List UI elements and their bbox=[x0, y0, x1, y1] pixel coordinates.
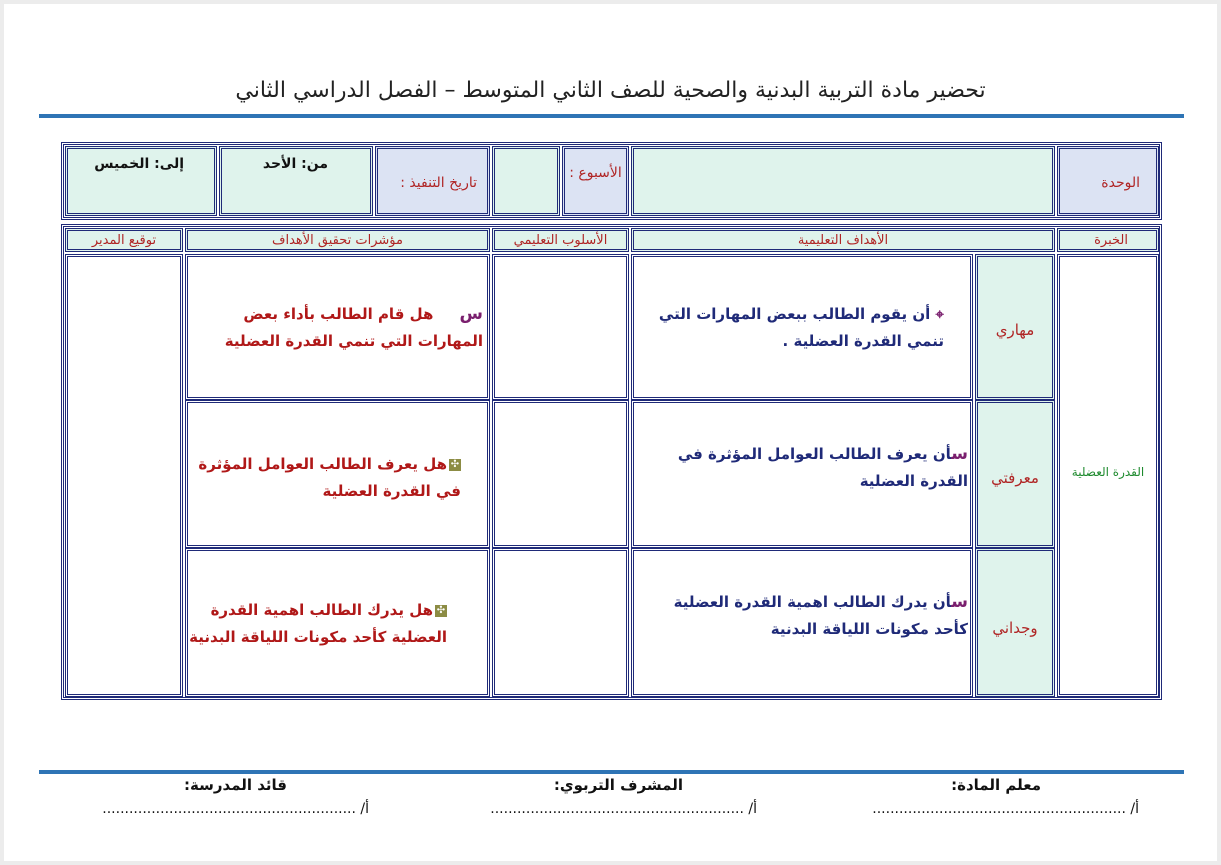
objective-cell bbox=[631, 400, 973, 548]
week-value-cell[interactable] bbox=[492, 146, 560, 216]
indicator-text-body: هل قام الطالب بأداء بعض المهارات التي تنمي القدرة العضلية bbox=[224, 305, 483, 350]
unit-value-cell[interactable] bbox=[631, 146, 1055, 216]
col-header-objectives bbox=[631, 228, 1055, 252]
square-bullet-icon: ✣ bbox=[436, 604, 446, 616]
objective-text-body: أن يدرك الطالب اهمية القدرة العضلية كأحد مكونات اللياقة البدنية bbox=[673, 593, 968, 638]
question-marker-icon: س bbox=[459, 304, 483, 324]
experience-cell bbox=[1057, 254, 1159, 697]
page-title: تحضير مادة التربية البدنية والصحية للصف الثاني المتوسط – الفصل الدراسي الثاني bbox=[235, 78, 986, 103]
indicator-text bbox=[203, 301, 483, 355]
question-marker-icon: س bbox=[951, 592, 968, 612]
indicator-cell bbox=[185, 400, 490, 548]
col-header-indicators-text: مؤشرات تحقيق الأهداف bbox=[271, 233, 403, 248]
col-header-principal-signature-text: توقيع المدير bbox=[91, 233, 157, 248]
objective-text-body: أن يقوم الطالب ببعض المهارات التي تنمي القدرة العضلية . bbox=[658, 305, 944, 350]
col-header-method-text: الأسلوب التعليمي bbox=[513, 233, 608, 248]
square-bullet-icon: ✣ bbox=[450, 458, 460, 470]
indicator-text-body: هل يعرف الطالب العوامل المؤثرة في القدرة العضلية bbox=[198, 455, 461, 500]
domain-cell-skill bbox=[975, 254, 1055, 400]
objective-text bbox=[648, 441, 968, 495]
col-header-principal-signature bbox=[65, 228, 183, 252]
indicator-text bbox=[191, 451, 461, 505]
supervisor-signature-line[interactable]: أ/ ......................................................... bbox=[490, 801, 757, 817]
indicator-cell bbox=[185, 254, 490, 400]
question-marker-icon: س bbox=[951, 444, 968, 464]
col-header-objectives-text: الأهداف التعليمية bbox=[797, 233, 889, 248]
to-label: إلى: الخميس bbox=[94, 156, 184, 172]
week-label: الأسبوع : bbox=[569, 165, 622, 181]
unit-label: الوحدة bbox=[1101, 175, 1140, 191]
principal-signature-line[interactable]: أ/ ......................................................... bbox=[102, 801, 369, 817]
method-cell[interactable] bbox=[492, 548, 629, 697]
to-cell[interactable] bbox=[65, 146, 217, 216]
exec-date-cell bbox=[375, 146, 490, 216]
objective-text bbox=[648, 589, 968, 643]
unit-label-cell bbox=[1057, 146, 1159, 216]
bottom-rule bbox=[39, 770, 1184, 774]
method-cell[interactable] bbox=[492, 400, 629, 548]
from-cell[interactable] bbox=[219, 146, 373, 216]
col-header-indicators bbox=[185, 228, 490, 252]
from-label: من: الأحد bbox=[262, 156, 328, 172]
principal-signature-cell[interactable] bbox=[65, 254, 183, 697]
principal-signature-title: قائد المدرسة: bbox=[184, 776, 287, 794]
objective-cell bbox=[631, 254, 973, 400]
exec-date-label: تاريخ التنفيذ : bbox=[400, 175, 477, 191]
domain-label: مهاري bbox=[995, 321, 1035, 339]
objective-cell bbox=[631, 548, 973, 697]
week-label-cell bbox=[562, 146, 629, 216]
indicator-cell bbox=[185, 548, 490, 697]
col-header-experience-text: الخبرة bbox=[1094, 233, 1128, 248]
teacher-signature-title: معلم المادة: bbox=[951, 776, 1041, 794]
teacher-signature-line[interactable]: أ/ ......................................................... bbox=[872, 801, 1139, 817]
objective-text bbox=[644, 301, 944, 355]
domain-label: وجداني bbox=[992, 619, 1038, 637]
domain-cell-cognitive bbox=[975, 400, 1055, 548]
indicator-text bbox=[185, 597, 447, 651]
col-header-experience bbox=[1057, 228, 1159, 252]
top-rule bbox=[39, 114, 1184, 118]
experience-value: القدرة العضلية bbox=[1071, 465, 1145, 479]
crosshair-icon: ⌖ bbox=[935, 305, 944, 323]
col-header-method bbox=[492, 228, 629, 252]
supervisor-signature-title: المشرف التربوي: bbox=[553, 776, 683, 794]
indicator-text-body: هل يدرك الطالب اهمية القدرة العضلية كأحد مكونات اللياقة البدنية bbox=[189, 601, 447, 646]
domain-cell-affective bbox=[975, 548, 1055, 697]
objective-text-body: أن يعرف الطالب العوامل المؤثرة في القدرة العضلية bbox=[677, 445, 968, 490]
method-cell[interactable] bbox=[492, 254, 629, 400]
domain-label: معرفتي bbox=[991, 469, 1039, 487]
